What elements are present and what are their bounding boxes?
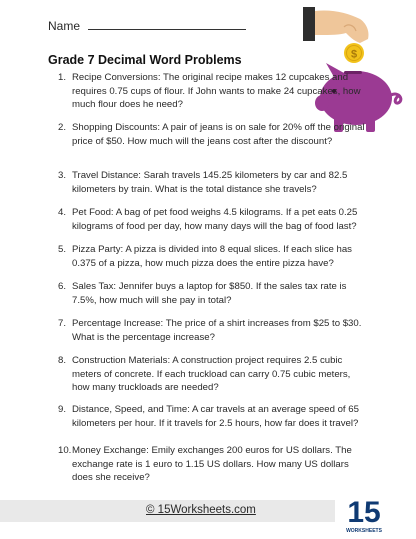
question-item-8: 8. Construction Materials: A construction project requires 2.5 cubic meters of concrete. If each truckload can carry 0.75 cubic meters, how many truckloads are needed? xyxy=(58,355,351,393)
15worksheets-logo[interactable] xyxy=(344,490,384,536)
question-item-3: 3. Travel Distance: Sarah travels 145.25 kilometers by car and 82.5 kilometers by train. What is the total distance she travels? xyxy=(58,170,348,195)
copyright-link[interactable]: © 15Worksheets.com xyxy=(146,504,256,516)
svg-text:$: $ xyxy=(350,48,358,61)
question-item-5: 5. Pizza Party: A pizza is divided into 8 equal slices. If each slice has 0.375 of a pizza, how much pizza does the entire pizza have? xyxy=(58,244,352,269)
logo-number: 15 xyxy=(347,496,381,529)
question-item-9: 9. Distance, Speed, and Time: A car travels at an average speed of 65 kilometers per hour. If it travels for 2.5 hours, how far does it travel? xyxy=(58,404,359,429)
name-blank-line xyxy=(88,19,246,30)
question-item-6: 6. Sales Tax: Jennifer buys a laptop for $850. If the sales tax rate is 7.5%, how much will she pay in total? xyxy=(58,281,347,306)
logo-caption: WORKSHEETS xyxy=(346,528,382,534)
question-item-2: 2. Shopping Discounts: A pair of jeans is on sale for 20% off the original price of $50. How much will the jeans cost after the discount? xyxy=(58,122,365,147)
question-item-7: 7. Percentage Increase: The price of a shirt increases from $25 to $30. What is the percentage increase? xyxy=(58,318,362,343)
worksheet-title: Grade 7 Decimal Word Problems xyxy=(48,53,242,67)
question-item-10: 10. Money Exchange: Emily exchanges 200 euros for US dollars. The exchange rate is 1 euro to 1.15 US dollars. How many US dollars does she receive? xyxy=(58,445,352,483)
question-item-4: 4. Pet Food: A bag of pet food weighs 4.5 kilograms. If a pet eats 0.25 kilograms of food per day, how many days will the bag of food last? xyxy=(58,207,358,232)
name-label: Name xyxy=(48,19,81,33)
question-item-1: 1. Recipe Conversions: The original recipe makes 12 cupcakes and requires 0.75 cups of flour. If John wants to make 24 cupcakes, how much flour does he need? xyxy=(58,72,361,110)
name-field xyxy=(48,19,246,33)
